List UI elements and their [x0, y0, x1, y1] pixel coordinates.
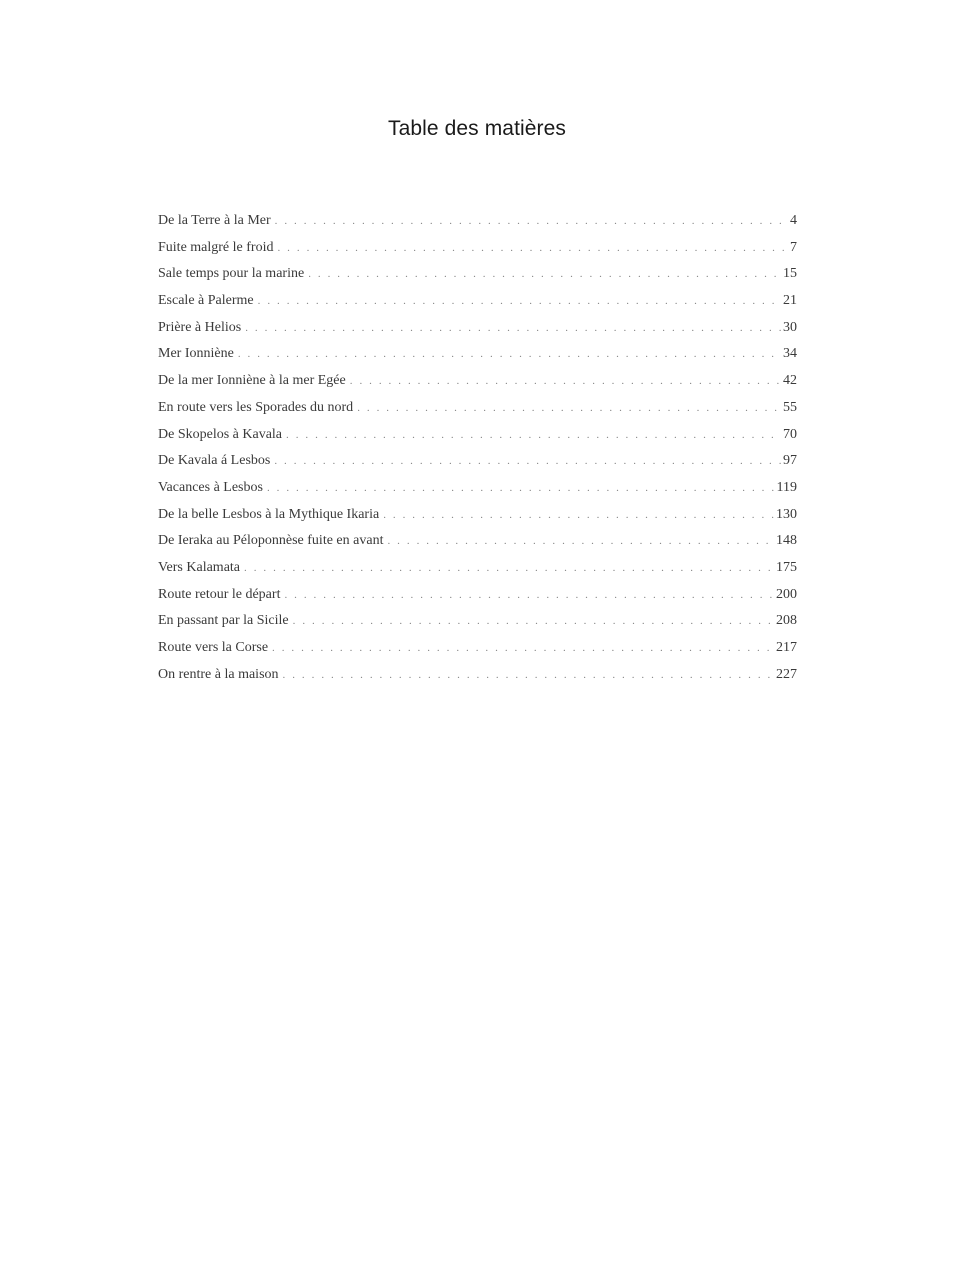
toc-entry[interactable] [158, 507, 797, 534]
toc-entry-title: De la Terre à la Mer [158, 213, 271, 228]
dot-leader [308, 269, 781, 280]
dot-leader [387, 536, 774, 547]
dot-leader [238, 349, 781, 360]
toc-page-number: 4 [790, 213, 797, 228]
dot-leader [267, 483, 775, 494]
toc-entry-title: De Kavala á Lesbos [158, 453, 271, 469]
toc-entry[interactable] [158, 453, 797, 480]
toc-entry[interactable] [158, 293, 797, 320]
toc-entry-title: Escale à Palerme [158, 293, 254, 309]
toc-page-number: 70 [783, 426, 797, 442]
toc-entry-title: De la belle Lesbos à la Mythique Ikaria [158, 506, 380, 522]
toc-entry-title: En passant par la Sicile [158, 613, 289, 629]
toc-entry-title: De Skopelos à Kavala [158, 426, 283, 442]
page-title: Table des matières [387, 117, 567, 140]
toc-entry[interactable] [158, 346, 797, 373]
toc-entry[interactable] [158, 427, 797, 454]
toc-page-number: 21 [783, 293, 797, 309]
toc-page-number: 7 [790, 239, 797, 255]
toc-entry[interactable] [158, 213, 797, 240]
toc-entry-title: Route retour le départ [158, 586, 281, 602]
dot-leader [274, 456, 781, 467]
toc-entry-title: De Ieraka au Péloponnèse fuite en avant [158, 533, 384, 549]
toc-entry[interactable] [158, 373, 797, 400]
toc-page-number: 34 [783, 346, 797, 362]
toc-entry[interactable] [158, 533, 797, 560]
toc-entry-title: On rentre à la maison [158, 666, 279, 682]
toc-page-number: 42 [783, 373, 797, 389]
toc-entry[interactable] [158, 400, 797, 427]
dot-leader [350, 376, 781, 387]
toc-entry[interactable] [158, 320, 797, 347]
dot-leader [275, 216, 788, 227]
dot-leader [383, 510, 774, 521]
toc-entry[interactable] [158, 560, 797, 587]
table-of-contents [158, 213, 797, 693]
dot-leader [357, 403, 781, 414]
toc-page-number: 217 [776, 640, 797, 655]
toc-entry-title: Prière à Helios [158, 319, 242, 335]
toc-page-number: 200 [776, 586, 797, 602]
toc-entry[interactable] [158, 480, 797, 507]
toc-page-number: 208 [776, 613, 797, 629]
toc-page-number: 175 [776, 559, 797, 575]
toc-page-number: 15 [783, 266, 797, 282]
toc-entry-title: Route vers la Corse [158, 640, 269, 655]
toc-entry-title: Mer Ionniène [158, 346, 234, 362]
toc-entry-title: En route vers les Sporades du nord [158, 399, 354, 415]
toc-page-number: 148 [776, 533, 797, 549]
toc-page-number: 97 [783, 453, 797, 469]
dot-leader [284, 590, 774, 601]
toc-entry-title: Vacances à Lesbos [158, 479, 263, 495]
toc-entry-title: De la mer Ionniène à la mer Egée [158, 373, 346, 389]
toc-entry-title: Fuite malgré le froid [158, 239, 274, 255]
toc-entry[interactable] [158, 667, 797, 694]
dot-leader [277, 243, 788, 254]
toc-entry[interactable] [158, 613, 797, 640]
toc-page-number: 130 [776, 506, 797, 522]
dot-leader [244, 563, 774, 574]
dot-leader [245, 323, 781, 334]
toc-entry[interactable] [158, 640, 797, 667]
toc-entry-title: Sale temps pour la marine [158, 266, 305, 282]
toc-page-number: 55 [783, 399, 797, 415]
toc-page-number: 227 [776, 666, 797, 682]
toc-entry[interactable] [158, 240, 797, 267]
toc-entry[interactable] [158, 266, 797, 293]
dot-leader [258, 296, 781, 307]
dot-leader [283, 670, 774, 681]
dot-leader [286, 430, 781, 441]
toc-entry-title: Vers Kalamata [158, 559, 241, 575]
toc-entry[interactable] [158, 587, 797, 614]
dot-leader [272, 643, 774, 654]
toc-page-number: 30 [783, 319, 797, 335]
dot-leader [293, 616, 774, 627]
toc-page-number: 119 [776, 479, 797, 495]
